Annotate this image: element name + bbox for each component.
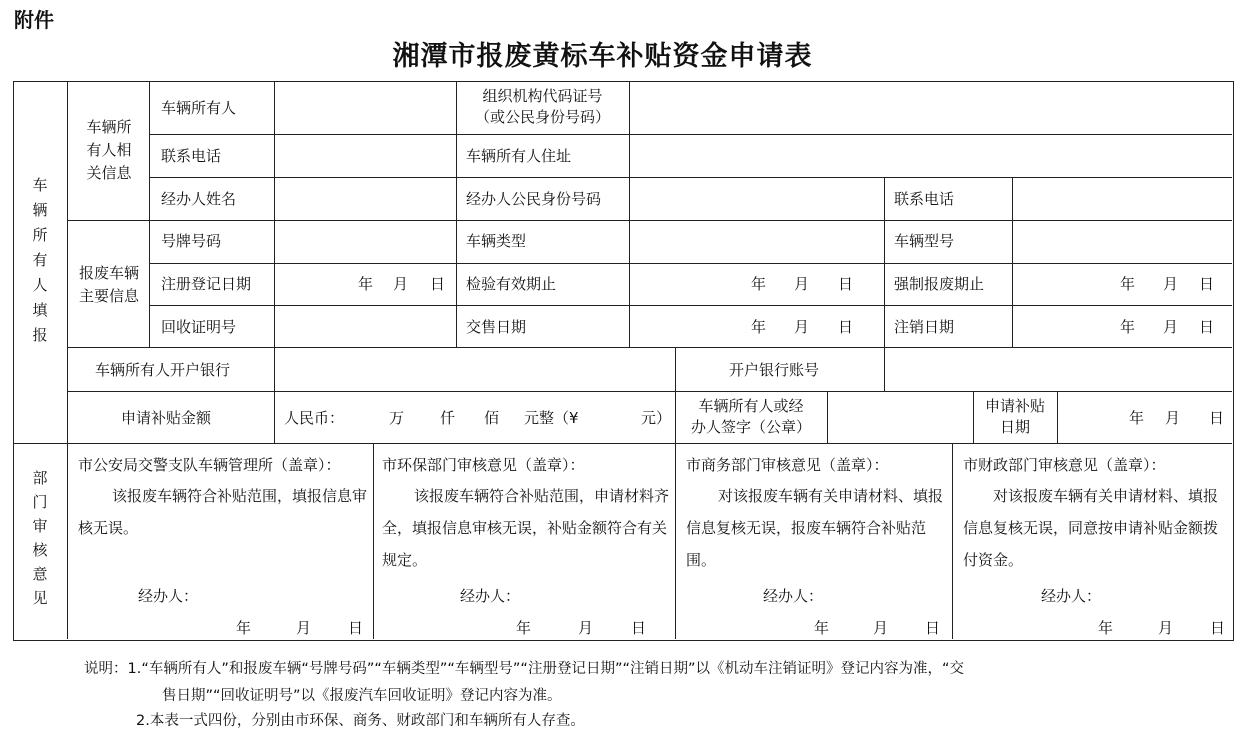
agent-phone-label: 联系电话 bbox=[894, 190, 955, 208]
account-label: 开户银行账号 bbox=[729, 361, 820, 379]
review-heading: 市环保部门审核意见（盖章）： bbox=[382, 456, 585, 474]
review-handler: 经办人： bbox=[763, 587, 824, 605]
reg-date-month: 月 bbox=[393, 275, 409, 293]
unit-bai: 佰 bbox=[484, 409, 500, 427]
grid-line bbox=[67, 220, 1232, 221]
review-year: 年 bbox=[814, 619, 830, 637]
review-day: 日 bbox=[348, 619, 364, 637]
unit-yuan-close: 元） bbox=[641, 409, 672, 427]
vehicle-model-label: 车辆型号 bbox=[894, 232, 955, 250]
review-body: 该报废车辆符合补贴范围，申请材料齐全，填报信息审核无误，补贴金额符合有关规定。 bbox=[382, 487, 670, 569]
plate-label: 号牌号码 bbox=[161, 232, 222, 250]
grid-line bbox=[149, 81, 150, 347]
review-month: 月 bbox=[578, 619, 594, 637]
unit-yuan: 元整（¥ bbox=[524, 409, 579, 427]
reg-date-day: 日 bbox=[430, 275, 446, 293]
inspect-until-label: 检验有效期止 bbox=[466, 275, 557, 293]
apply-date-day: 日 bbox=[1209, 409, 1225, 427]
reg-date-year: 年 bbox=[358, 275, 374, 293]
review-body: 该报废车辆符合补贴范围，填报信息审核无误。 bbox=[78, 487, 368, 537]
grid-line bbox=[13, 443, 1232, 444]
cancel-date-month: 月 bbox=[1163, 318, 1179, 336]
grid-line bbox=[1057, 391, 1058, 443]
review-year: 年 bbox=[516, 619, 532, 637]
grid-line bbox=[67, 81, 68, 639]
review-heading: 市公安局交警支队车辆管理所（盖章）： bbox=[78, 456, 341, 474]
bank-label: 车辆所有人开户银行 bbox=[95, 361, 231, 379]
review-month: 月 bbox=[1158, 619, 1174, 637]
scrap-until-label: 强制报废期止 bbox=[894, 275, 985, 293]
inspect-date-month: 月 bbox=[794, 275, 810, 293]
signature-label: 车辆所有人或经 办人签字（公章） bbox=[690, 397, 811, 436]
review-body: 对该报废车辆有关申请材料、填报信息复核无误，报废车辆符合补贴范围。 bbox=[686, 487, 944, 569]
sale-date-year: 年 bbox=[751, 318, 767, 336]
review-month: 月 bbox=[873, 619, 889, 637]
review-body: 对该报废车辆有关申请材料、填报信息复核无误，同意按申请补贴金额拨付资金。 bbox=[963, 487, 1219, 569]
reg-date-label: 注册登记日期 bbox=[161, 275, 252, 293]
grid-line bbox=[149, 134, 1232, 135]
page-title: 湘潭市报废黄标车补贴资金申请表 bbox=[392, 41, 813, 72]
attachment-label: 附件 bbox=[14, 8, 54, 32]
note-line-2: 售日期”“回收证明号”以《报废汽车回收证明》登记内容为准。 bbox=[162, 688, 562, 704]
agent-name-label: 经办人姓名 bbox=[161, 190, 237, 208]
grid-line bbox=[149, 263, 1232, 264]
recovery-cert-label: 回收证明号 bbox=[161, 318, 237, 336]
review-handler: 经办人： bbox=[138, 587, 199, 605]
cancel-date-day: 日 bbox=[1199, 318, 1215, 336]
review-handler: 经办人： bbox=[1041, 587, 1102, 605]
scrap-date-day: 日 bbox=[1199, 275, 1215, 293]
review-heading: 市商务部门审核意见（盖章）： bbox=[686, 456, 889, 474]
review-day: 日 bbox=[925, 619, 941, 637]
sale-date-label: 交售日期 bbox=[466, 318, 527, 336]
review-handler: 经办人： bbox=[460, 587, 521, 605]
review-heading: 市财政部门审核意见（盖章）： bbox=[963, 456, 1166, 474]
scrap-date-year: 年 bbox=[1120, 275, 1136, 293]
cancel-date-year: 年 bbox=[1120, 318, 1136, 336]
owner-fill-side-label: 车 辆 所 有 人 填 报 bbox=[32, 176, 48, 344]
grid-line bbox=[629, 81, 630, 347]
grid-line bbox=[373, 443, 374, 639]
note-line-3: 2.本表一式四份，分别由市环保、商务、财政部门和车辆所有人存查。 bbox=[136, 713, 585, 729]
subsidy-amount-label: 申请补贴金额 bbox=[121, 409, 212, 427]
grid-line bbox=[884, 177, 885, 391]
grid-line bbox=[1012, 177, 1013, 347]
rmb-label: 人民币： bbox=[284, 409, 345, 427]
grid-line bbox=[67, 347, 1232, 348]
review-day: 日 bbox=[1210, 619, 1226, 637]
review-month: 月 bbox=[296, 619, 312, 637]
review-day: 日 bbox=[631, 619, 647, 637]
apply-date-month: 月 bbox=[1165, 409, 1181, 427]
apply-date-label: 申请补贴 日期 bbox=[984, 397, 1045, 436]
owner-address-label: 车辆所有人住址 bbox=[466, 147, 572, 165]
org-code-label: 组织机构代码证号 （或公民身份号码） bbox=[474, 87, 610, 126]
vehicle-info-group-label: 报废车辆 主要信息 bbox=[78, 264, 139, 305]
owner-label: 车辆所有人 bbox=[161, 99, 237, 117]
note-line-1: 说明：1.“车辆所有人”和报废车辆“号牌号码”“车辆类型”“车辆型号”“注册登记日期”“注销日期”以《机动车注销证明》登记内容为准，“交 bbox=[84, 661, 964, 677]
grid-line bbox=[149, 305, 1232, 306]
grid-line bbox=[675, 443, 676, 639]
grid-line bbox=[274, 81, 275, 443]
sale-date-day: 日 bbox=[838, 318, 854, 336]
grid-line bbox=[149, 177, 1232, 178]
owner-info-group-label: 车辆所 有人相 关信息 bbox=[86, 118, 132, 182]
review-year: 年 bbox=[1098, 619, 1114, 637]
inspect-date-day: 日 bbox=[838, 275, 854, 293]
sale-date-month: 月 bbox=[794, 318, 810, 336]
grid-line bbox=[952, 443, 953, 639]
grid-line bbox=[827, 391, 828, 443]
cancel-date-label: 注销日期 bbox=[894, 318, 955, 336]
scrap-date-month: 月 bbox=[1163, 275, 1179, 293]
agent-id-label: 经办人公民身份号码 bbox=[466, 190, 602, 208]
inspect-date-year: 年 bbox=[751, 275, 767, 293]
review-year: 年 bbox=[236, 619, 252, 637]
apply-date-year: 年 bbox=[1129, 409, 1145, 427]
vehicle-type-label: 车辆类型 bbox=[466, 232, 527, 250]
dept-review-side-label: 部 门 审 核 意 见 bbox=[32, 469, 48, 607]
phone-label: 联系电话 bbox=[161, 147, 222, 165]
unit-qian: 仟 bbox=[440, 409, 456, 427]
unit-wan: 万 bbox=[389, 409, 405, 427]
